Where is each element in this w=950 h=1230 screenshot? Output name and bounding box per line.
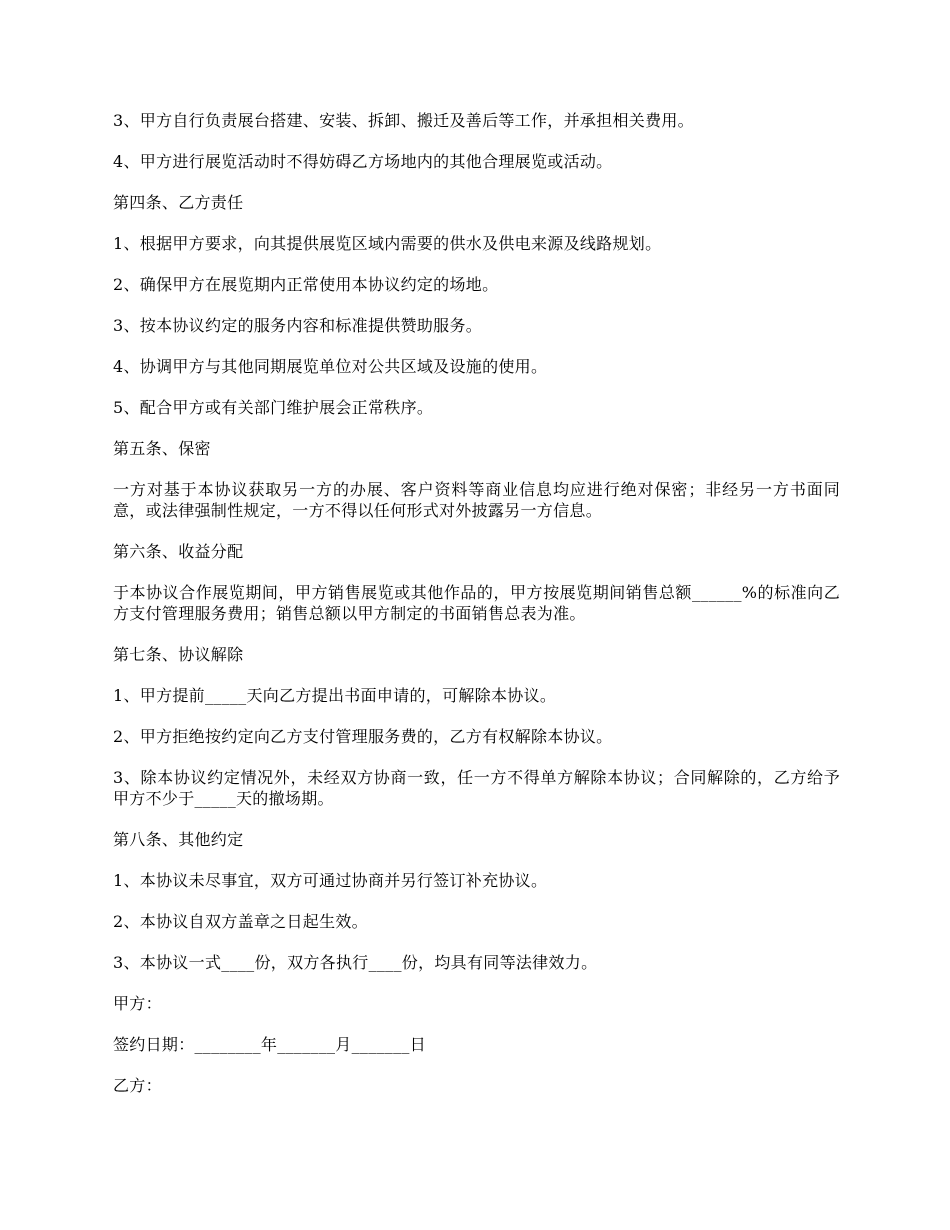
clause-party-b-4: 4、协调甲方与其他同期展览单位对公共区域及设施的使用。 bbox=[113, 357, 548, 376]
other-clause-3: 3、本协议一式____份，双方各执行____份，均具有同等法律效力。 bbox=[113, 953, 598, 972]
section-heading-8: 第八条、其他约定 bbox=[113, 830, 244, 849]
other-clause-1: 1、本协议未尽事宜，双方可通过协商并另行签订补充协议。 bbox=[113, 871, 548, 890]
signing-date-line: 签约日期：________年_______月_______日 bbox=[113, 1035, 426, 1054]
termination-clause-3: 3、除本协议约定情况外，未经双方协商一致，任一方不得单方解除本协议；合同解除的，乙方给予甲方不少于_____天的撤场期。 bbox=[113, 768, 840, 808]
section-heading-4: 第四条、乙方责任 bbox=[113, 193, 244, 212]
section-heading-5: 第五条、保密 bbox=[113, 439, 211, 458]
section-heading-7: 第七条、协议解除 bbox=[113, 645, 244, 664]
party-b-signature-line: 乙方： bbox=[113, 1076, 162, 1095]
party-a-signature-line: 甲方： bbox=[113, 994, 162, 1013]
termination-clause-2: 2、甲方拒绝按约定向乙方支付管理服务费的，乙方有权解除本协议。 bbox=[113, 727, 613, 746]
clause-party-b-2: 2、确保甲方在展览期内正常使用本协议约定的场地。 bbox=[113, 275, 499, 294]
document-page bbox=[113, 110, 840, 1096]
clause-party-a-4: 4、甲方进行展览活动时不得妨碍乙方场地内的其他合理展览或活动。 bbox=[113, 152, 613, 171]
revenue-sharing-text: 于本协议合作展览期间，甲方销售展览或其他作品的，甲方按展览期间销售总额______%的标准向乙方支付管理服务费用；销售总额以甲方制定的书面销售总表为准。 bbox=[113, 583, 840, 623]
clause-party-a-3: 3、甲方自行负责展台搭建、安装、拆卸、搬迁及善后等工作，并承担相关费用。 bbox=[113, 111, 694, 130]
other-clause-2: 2、本协议自双方盖章之日起生效。 bbox=[113, 912, 368, 931]
clause-party-b-3: 3、按本协议约定的服务内容和标准提供赞助服务。 bbox=[113, 316, 483, 335]
clause-party-b-1: 1、根据甲方要求，向其提供展览区域内需要的供水及供电来源及线路规划。 bbox=[113, 234, 662, 253]
clause-party-b-5: 5、配合甲方或有关部门维护展会正常秩序。 bbox=[113, 398, 434, 417]
section-heading-6: 第六条、收益分配 bbox=[113, 542, 244, 561]
confidentiality-text: 一方对基于本协议获取另一方的办展、客户资料等商业信息均应进行绝对保密；非经另一方书面同意，或法律强制性规定，一方不得以任何形式对外披露另一方信息。 bbox=[113, 480, 840, 520]
termination-clause-1: 1、甲方提前_____天向乙方提出书面申请的，可解除本协议。 bbox=[113, 686, 557, 705]
